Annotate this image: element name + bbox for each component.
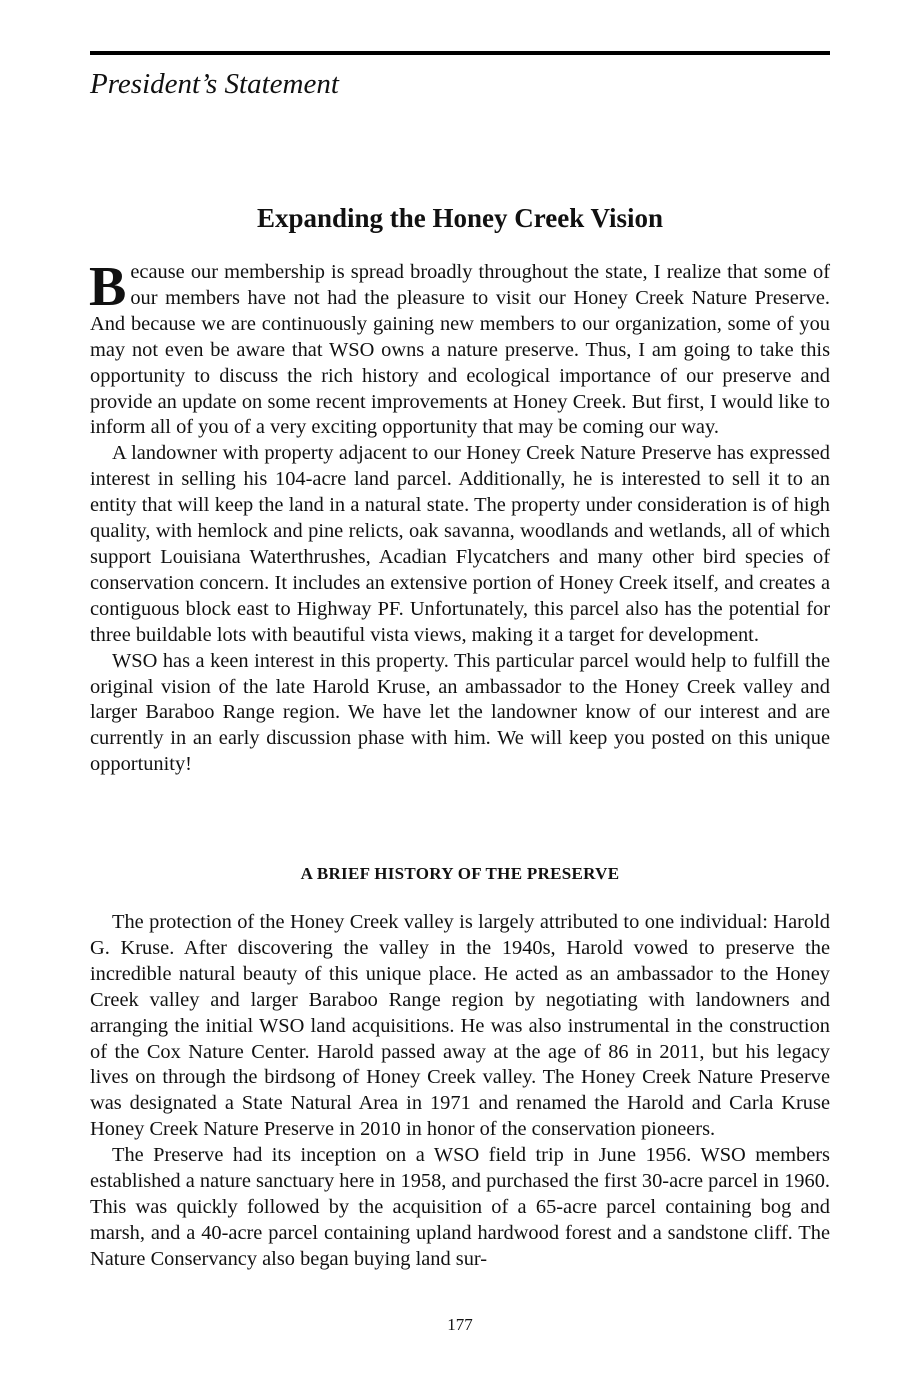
section-label: President’s Statement — [90, 68, 339, 100]
drop-cap: B — [89, 256, 127, 318]
history-body — [90, 910, 830, 1273]
intro-paragraph-1 — [89, 256, 830, 441]
header-rule — [90, 51, 830, 55]
history-subhead-text: A BRIEF HISTORY OF THE PRESERVE — [300, 864, 620, 883]
history-paragraph-2: The Preserve had its inception on a WSO field trip in June 1956. WSO members established a nature sanctuary here in 1958, and purchased the first 30-acre parcel in 1960. This was quickly followed by the acquisition of a 65-acre parcel containing bog and marsh, and a 40-acre parcel containing upland hardwood forest and a sandstone cliff. The Nature Conservancy also began buying land sur- — [90, 1144, 830, 1270]
intro-paragraph-3: WSO has a keen interest in this property. This particular parcel would help to fulfill the original vision of the late Harold Kruse, an ambassador to the Honey Creek valley and larger Baraboo Range region. We have let the landowner know of our interest and are currently in an early discussion phase with him. We will keep you posted on this unique opportunity! — [90, 649, 830, 776]
history-subhead — [90, 862, 830, 886]
article-title: Expanding the Honey Creek Vision — [256, 203, 664, 233]
page-number: 177 — [447, 1315, 473, 1334]
intro-paragraph-1-text: ecause our membership is spread broadly throughout the state, I realize that some of our members have not had the pleasure to visit our Honey Creek Nature Preserve. And because we are continuously gaining new members to our organization, some of you may not even be aware that WSO owns a nature preserve. Thus, I am going to take this opportunity to discuss the rich history and ecological importance of our preserve and provide an update on some recent improvements at Honey Creek. But first, I would like to inform all of you of a very exciting opportunity that may be coming our way. — [90, 261, 830, 439]
intro-body — [89, 256, 830, 778]
intro-paragraph-2: A landowner with property adjacent to our Honey Creek Nature Preserve has expressed interest in selling his 104-acre land parcel. Additionally, he is interested to sell it to an entity that will keep the land in a natural state. The property under consideration is of high quality, with hemlock and pine relicts, oak savanna, woodlands and wetlands, all of which support Louisiana Waterthrushes, Acadian Flycatchers and many other bird species of conservation concern. It includes an extensive portion of Honey Creek itself, and creates a contiguous block east to Highway PF. Unfortunately, this parcel also has the potential for three buildable lots with beautiful vista views, making it a target for development. — [90, 442, 830, 646]
history-paragraph-1: The protection of the Honey Creek valley is largely attributed to one individual: Harold G. Kruse. After discovering the valley in the 1940s, Harold vowed to preserve the incredible natural beauty of this unique place. He acted as an ambassador to the Honey Creek valley and larger Baraboo Range region by negotiating with landowners and arranging the initial WSO land acquisitions. He was also instrumental in the construction of the Cox Nature Center. Harold passed away at the age of 86 in 2011, but his legacy lives on through the birdsong of Honey Creek valley. The Honey Creek Nature Preserve was designated a State Natural Area in 1971 and renamed the Harold and Carla Kruse Honey Creek Nature Preserve in 2010 in honor of the conservation pioneers. — [90, 911, 830, 1141]
